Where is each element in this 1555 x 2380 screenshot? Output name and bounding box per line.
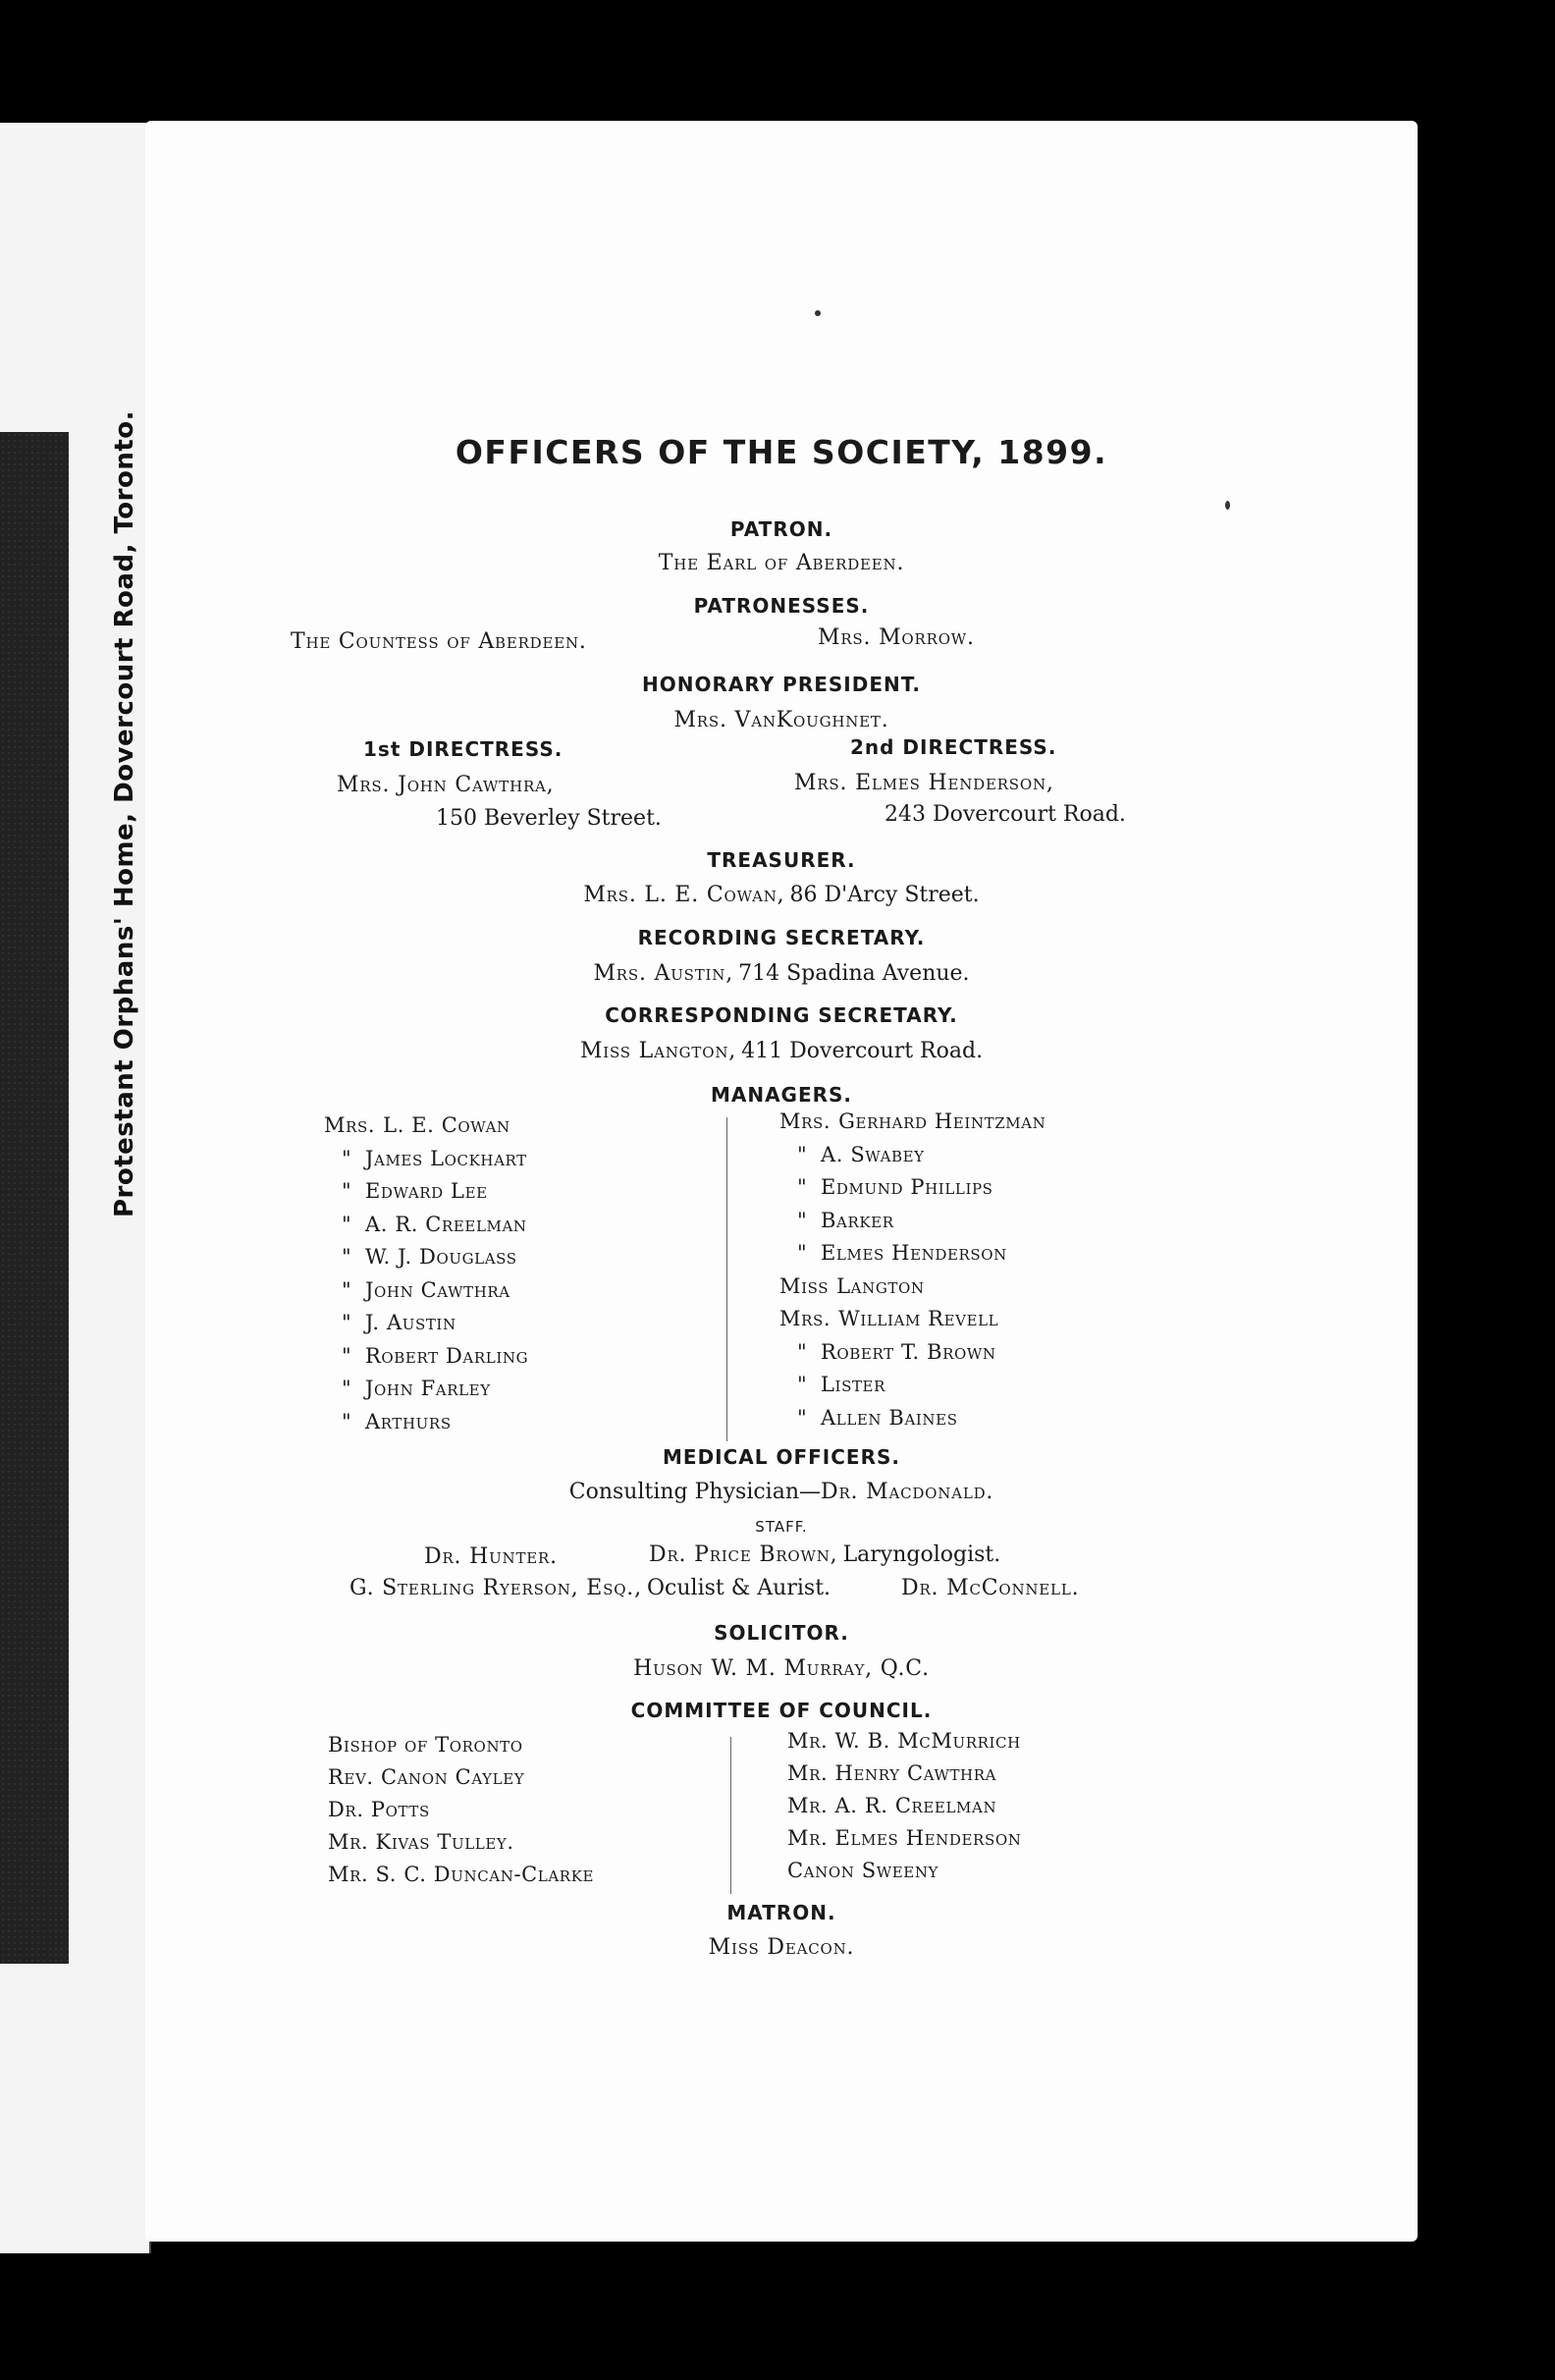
staff-ryerson: G. Sterling Ryerson, Esq., Oculist & Aurist. (349, 1576, 831, 1600)
page-title: OFFICERS OF THE SOCIETY, 1899. (455, 433, 1108, 471)
list-item: " John Cawthra (342, 1277, 510, 1302)
patron-name: The Earl of Aberdeen. (658, 551, 905, 575)
corresponding-secretary-address: 411 Dovercourt Road. (741, 1039, 984, 1063)
document-page (145, 121, 1418, 2242)
list-item: " Edward Lee (342, 1179, 488, 1203)
managers-left-column (324, 1113, 528, 1442)
speck (815, 310, 821, 316)
first-directress-heading: 1st DIRECTRESS. (363, 737, 563, 761)
corresponding-secretary-name: Miss Langton, (579, 1039, 737, 1063)
treasurer-address: 86 D'Arcy Street. (789, 883, 980, 907)
first-directress-name: Mrs. John Cawthra, (337, 773, 555, 797)
list-item: Dr. Potts (328, 1798, 430, 1821)
list-item: " John Farley (342, 1377, 491, 1400)
list-item: Mr. Kivas Tulley. (328, 1830, 514, 1854)
recording-secretary-heading: RECORDING SECRETARY. (637, 926, 926, 949)
medical-officers-heading: MEDICAL OFFICERS. (663, 1445, 900, 1469)
list-item: " Lister (797, 1373, 885, 1396)
list-item: " J. Austin (342, 1311, 456, 1334)
treasurer-heading: TREASURER. (707, 848, 856, 872)
solicitor-heading: SOLICITOR. (714, 1621, 849, 1645)
list-item: Mr. S. C. Duncan-Clarke (328, 1863, 595, 1886)
solicitor-name: Huson W. M. Murray, Q.C. (633, 1656, 930, 1681)
second-directress-name: Mrs. Elmes Henderson, (794, 771, 1054, 795)
list-item: " A. Swabey (797, 1142, 925, 1166)
second-directress-address: 243 Dovercourt Road. (885, 802, 1126, 827)
consulting-physician-line (145, 1480, 1418, 1504)
list-item: " Edmund Phillips (797, 1175, 993, 1199)
recording-secretary-line (145, 961, 1418, 986)
staff-mcconnell: Dr. McConnell. (901, 1576, 1080, 1600)
consulting-label: Consulting Physician— (568, 1480, 821, 1504)
list-item: " James Lockhart (342, 1146, 527, 1170)
recording-secretary-address: 714 Spadina Avenue. (738, 961, 970, 986)
recording-secretary-name: Mrs. Austin, (593, 961, 733, 986)
staff-hunter: Dr. Hunter. (424, 1544, 558, 1569)
list-item: Bishop of Toronto (328, 1733, 523, 1757)
matron-name: Miss Deacon. (708, 1935, 855, 1960)
speck (1225, 501, 1230, 510)
managers-heading: MANAGERS. (710, 1083, 853, 1107)
second-directress-heading: 2nd DIRECTRESS. (850, 735, 1057, 759)
list-item: " W. J. Douglass (342, 1245, 517, 1269)
committee-left-column (328, 1733, 594, 1895)
list-item: Rev. Canon Cayley (328, 1765, 525, 1789)
staff-heading: STAFF. (755, 1518, 808, 1536)
matron-heading: MATRON. (726, 1901, 836, 1924)
patronesses-heading: PATRONESSES. (693, 594, 870, 618)
patroness-left: The Countess of Aberdeen. (291, 629, 587, 654)
first-directress-address: 150 Beverley Street. (436, 806, 662, 831)
list-item: " Robert T. Brown (797, 1339, 996, 1364)
facing-page-image-strip (0, 432, 69, 1964)
corresponding-secretary-heading: CORRESPONDING SECRETARY. (605, 1003, 958, 1027)
list-item: " Allen Baines (797, 1405, 958, 1430)
managers-right-column (779, 1109, 1046, 1438)
committee-right-column (787, 1729, 1021, 1891)
list-item: Mr. Elmes Henderson (787, 1826, 1022, 1850)
treasurer-line (145, 883, 1418, 907)
list-item: Canon Sweeny (787, 1859, 939, 1882)
list-item: Mr. Henry Cawthra (787, 1761, 997, 1785)
column-divider (730, 1737, 731, 1894)
list-item: Mrs. Gerhard Heintzman (779, 1109, 1046, 1133)
list-item: " Elmes Henderson (797, 1241, 1007, 1265)
list-item: " Arthurs (342, 1409, 452, 1433)
list-item: Miss Langton (779, 1273, 925, 1298)
list-item: Mrs. William Revell (779, 1307, 999, 1330)
honorary-president-heading: HONORARY PRESIDENT. (642, 673, 921, 696)
corresponding-secretary-line (145, 1039, 1418, 1063)
treasurer-name: Mrs. L. E. Cowan, (583, 883, 785, 907)
list-item: Mr. A. R. Creelman (787, 1794, 997, 1817)
spine-caption: Protestant Orphans' Home, Dovercourt Road, Toronto. (110, 409, 139, 1217)
list-item: Mrs. L. E. Cowan (324, 1113, 510, 1137)
patroness-right: Mrs. Morrow. (818, 625, 975, 650)
list-item: " Barker (797, 1208, 894, 1232)
column-divider (726, 1117, 727, 1441)
committee-heading: COMMITTEE OF COUNCIL. (630, 1699, 933, 1722)
list-item: " A. R. Creelman (342, 1212, 527, 1236)
honorary-president-name: Mrs. VanKoughnet. (673, 708, 889, 732)
staff-price-brown: Dr. Price Brown, Laryngologist. (649, 1542, 1001, 1567)
patron-heading: PATRON. (729, 517, 833, 541)
list-item: " Robert Darling (342, 1343, 529, 1368)
consulting-name: Dr. Macdonald. (821, 1480, 994, 1504)
list-item: Mr. W. B. McMurrich (787, 1729, 1021, 1753)
